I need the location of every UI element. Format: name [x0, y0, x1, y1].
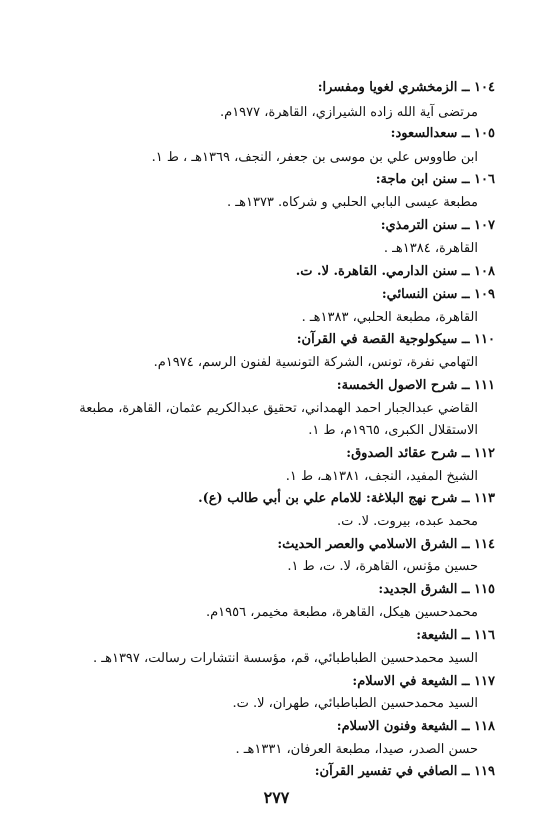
entry-heading: ١١٤ ــ الشرق الاسلامي والعصر الحديث: — [277, 537, 495, 552]
entry-heading: ١٠٥ ــ سعدالسعود: — [390, 126, 495, 141]
entry-source: مطبعة عيسى البابي الحلبي و شركاه. ١٣٧٣هـ . — [227, 195, 478, 210]
entry-source: السيد محمدحسين الطباطبائي، طهران، لا. ت. — [232, 696, 478, 711]
entry-heading: ١١٢ ــ شرح عقائد الصدوق: — [346, 446, 495, 461]
entry-source: الشيخ المفيد، النجف، ١٣٨١هـ، ط ١. — [285, 469, 478, 484]
entry-source: حسين مؤنس، القاهرة، لا. ت، ط ١. — [287, 559, 478, 574]
entry-heading: ١١٥ ــ الشرق الجديد: — [378, 582, 495, 597]
entry-heading: ١١٠ ــ سيكولوجية القصة في القرآن: — [296, 332, 495, 347]
entry-source: محمد عبده، بيروت. لا. ت. — [336, 514, 478, 529]
entry-heading: ١١٧ ــ الشيعة في الاسلام: — [352, 674, 495, 689]
entry-source: القاضي عبدالجبار احمد الهمداني، تحقيق عبدالكريم عثمان، القاهرة، مطبعة — [79, 401, 478, 416]
entry-heading: ١١٩ ــ الصافي في تفسير القرآن: — [314, 764, 495, 779]
entry-heading: ١٠٦ ــ سنن ابن ماجة: — [375, 172, 495, 187]
entry-heading: ١١٨ ــ الشيعة وفنون الاسلام: — [336, 719, 495, 734]
entry-heading: ١١١ ــ شرح الاصول الخمسة: — [336, 378, 495, 393]
entry-heading: ١١٦ ــ الشيعة: — [416, 628, 495, 643]
entry-source-continued: الاستقلال الكبرى، ١٩٦٥م، ط ١. — [308, 423, 478, 438]
entry-heading: ١٠٨ ــ سنن الدارمي. القاهرة. لا. ت. — [295, 264, 495, 279]
entry-heading: ١١٣ ــ شرح نهج البلاغة: للامام علي بن أبي طالب (ع). — [198, 491, 495, 506]
entry-source: القاهرة، ١٣٨٤هـ . — [383, 241, 478, 256]
entry-heading: ١٠٩ ــ سنن النسائي: — [381, 287, 495, 302]
entry-source: مرتضى آية الله زاده الشيرازي، القاهرة، ١٩٧٧م. — [220, 105, 478, 120]
entry-source: ابن طاووس علي بن موسى بن جعفر، النجف، ١٣٦٩هـ ، ط ١. — [151, 150, 478, 165]
entry-heading: ١٠٧ ــ سنن الترمذي: — [380, 218, 495, 233]
entry-source: التهامي نفرة، تونس، الشركة التونسية لفنون الرسم، ١٩٧٤م. — [153, 355, 478, 370]
entry-source: السيد محمدحسين الطباطبائي، قم، مؤسسة انتشارات رسالت، ١٣٩٧هـ . — [93, 651, 478, 666]
entry-source: حسن الصدر، صيدا، مطبعة العرفان، ١٣٣١هـ . — [235, 742, 478, 757]
entry-heading: ١٠٤ ــ الزمخشري لغويا ومفسرا: — [317, 80, 495, 95]
entry-source: محمدحسين هيكل، القاهرة، مطبعة مخيمر، ١٩٥٦م. — [205, 605, 478, 620]
page-number: ٢٧٧ — [263, 788, 290, 807]
entry-source: القاهرة، مطبعة الحلبي، ١٣٨٣هـ . — [301, 310, 478, 325]
